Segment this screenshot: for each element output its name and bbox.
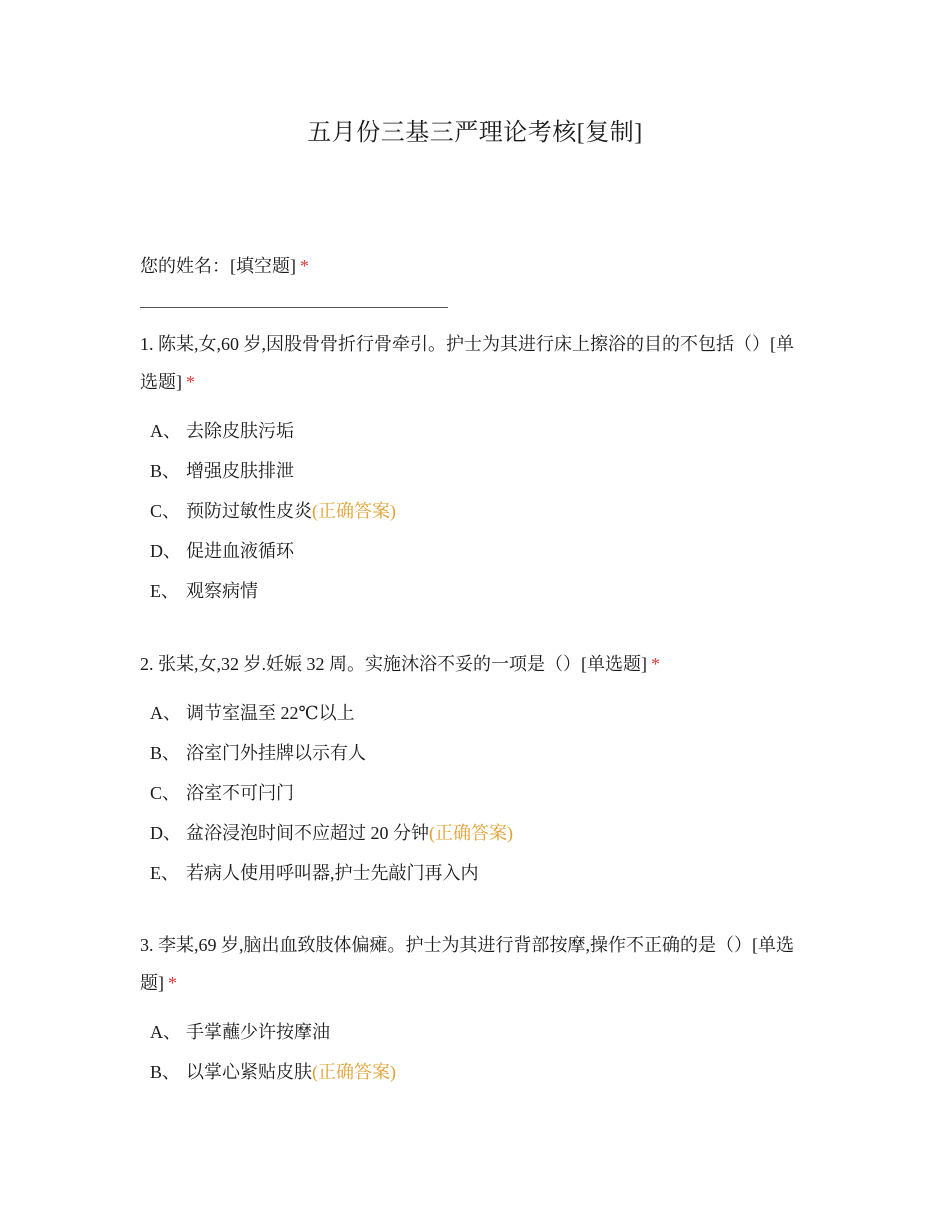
option-text: 浴室不可闩门 — [186, 783, 294, 803]
option-text: 若病人使用呼叫器,护士先敲门再入内 — [186, 863, 479, 883]
option-e[interactable] — [140, 571, 810, 611]
question-2 — [140, 645, 810, 893]
page-title: 五月份三基三严理论考核[复制] — [307, 120, 643, 146]
required-mark: * — [168, 973, 177, 993]
option-text: 去除皮肤污垢 — [186, 421, 294, 441]
required-mark: * — [300, 256, 309, 276]
option-letter: A、 — [150, 421, 181, 441]
option-text: 浴室门外挂牌以示有人 — [186, 743, 366, 763]
question-3 — [140, 926, 810, 1092]
question-1-text — [140, 325, 810, 401]
correct-tag: (正确答案) — [312, 501, 396, 521]
option-letter: C、 — [150, 783, 181, 803]
option-letter: C、 — [150, 501, 181, 521]
question-text: 2. 张某,女,32 岁.妊娠 32 周。实施沐浴不妥的一项是（）[单选题] — [140, 654, 647, 674]
option-text: 预防过敏性皮炎 — [186, 501, 312, 521]
option-e[interactable] — [140, 853, 810, 893]
name-question — [140, 252, 309, 278]
option-text: 调节室温至 22℃以上 — [186, 703, 355, 723]
option-text: 以掌心紧贴皮肤 — [186, 1062, 312, 1082]
option-text: 观察病情 — [186, 581, 258, 601]
option-letter: E、 — [150, 863, 179, 883]
option-c[interactable] — [140, 773, 810, 813]
name-input-line[interactable] — [140, 307, 448, 308]
option-letter: A、 — [150, 703, 181, 723]
question-text: 3. 李某,69 岁,脑出血致肢体偏瘫。护士为其进行背部按摩,操作不正确的是（）[单选题] — [140, 935, 794, 993]
option-b[interactable] — [140, 451, 810, 491]
option-letter: A、 — [150, 1022, 181, 1042]
option-d[interactable] — [140, 813, 810, 853]
option-text: 增强皮肤排泄 — [186, 461, 294, 481]
name-question-label: 您的姓名：[填空题] — [140, 256, 296, 276]
question-3-text — [140, 926, 810, 1002]
option-letter: B、 — [150, 1062, 181, 1082]
option-letter: B、 — [150, 743, 181, 763]
question-2-text — [140, 645, 810, 683]
option-b[interactable] — [140, 733, 810, 773]
option-text: 手掌蘸少许按摩油 — [186, 1022, 330, 1042]
question-1 — [140, 325, 810, 611]
option-letter: D、 — [150, 541, 181, 561]
required-mark: * — [186, 372, 195, 392]
correct-tag: (正确答案) — [312, 1062, 396, 1082]
required-mark: * — [651, 654, 660, 674]
option-letter: D、 — [150, 823, 181, 843]
option-c[interactable] — [140, 491, 810, 531]
option-text: 盆浴浸泡时间不应超过 20 分钟 — [186, 823, 429, 843]
question-text: 1. 陈某,女,60 岁,因股骨骨折行骨牵引。护士为其进行床上擦浴的目的不包括（）[单选题] — [140, 334, 794, 392]
option-a[interactable] — [140, 1012, 810, 1052]
option-a[interactable] — [140, 411, 810, 451]
option-b[interactable] — [140, 1052, 810, 1092]
option-letter: E、 — [150, 581, 179, 601]
option-text: 促进血液循环 — [186, 541, 294, 561]
option-a[interactable] — [140, 693, 810, 733]
correct-tag: (正确答案) — [429, 823, 513, 843]
option-d[interactable] — [140, 531, 810, 571]
option-letter: B、 — [150, 461, 181, 481]
